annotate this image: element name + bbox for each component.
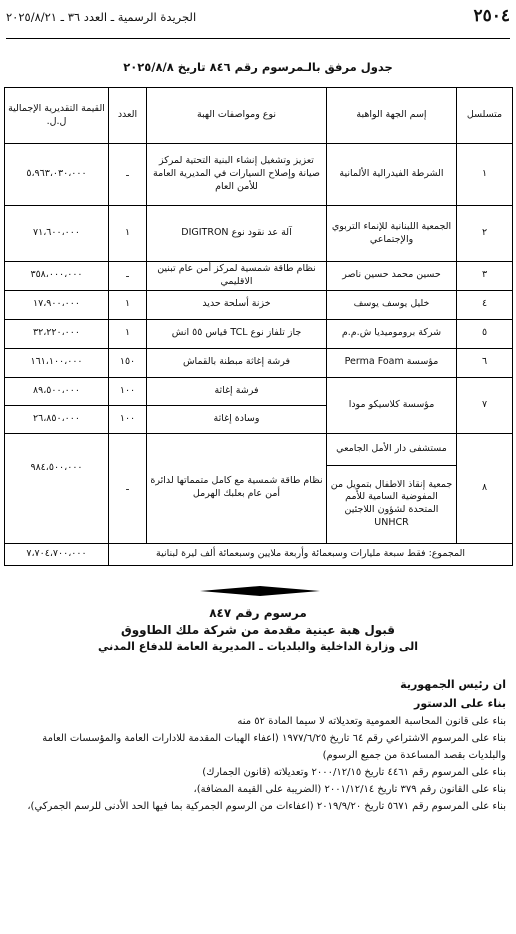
decree-title: قبول هبة عينية مقدمة من شركة ملك الطاووق bbox=[120, 623, 396, 637]
table-row bbox=[5, 348, 513, 377]
col-type: نوع ومواصفات الهبة bbox=[147, 88, 327, 144]
separator-arrow-icon bbox=[200, 584, 320, 598]
type-cell: جاز تلفاز نوع TCL قياس ٥٥ انش bbox=[147, 319, 327, 348]
donor-cell: حسين محمد حسين ناصر bbox=[327, 262, 457, 291]
donor-cell: جمعية إنقاذ الاطفال بتمويل من المفوضية السامية للأمم المتحدة لشؤون اللاجئين UNHCR bbox=[327, 465, 457, 543]
type-cell: آلة عد نقود نوع DIGITRON bbox=[147, 206, 327, 262]
president-line: ان رئيس الجمهورية bbox=[400, 678, 506, 691]
col-donor: إسم الجهة الواهبة bbox=[327, 88, 457, 144]
type-cell: تعزيز وتشغيل إنشاء البنية التحتية لمركز صيانة وإصلاح السيارات في المديرية العامة للأمن العام bbox=[147, 144, 327, 206]
type-cell: نظام طاقة شمسية لمركز أمن عام تبنين الاقليمي bbox=[147, 262, 327, 291]
value-cell: ٢٦،٨٥٠،٠٠٠ bbox=[5, 405, 109, 433]
table-row bbox=[5, 262, 513, 291]
recital: بناء على المرسوم الاشتراعي رقم ٦٤ تاريخ ١٩٧٧/٦/٢٥ (اعفاء الهبات المقدمة للادارات العامة والمؤسسات العامة والبلديات بقصد المساعدة من جميع الرسوم) bbox=[42, 733, 506, 762]
serial-cell: ٣ bbox=[457, 262, 513, 291]
count-cell: ـ bbox=[109, 433, 147, 543]
type-cell: نظام طاقة شمسية مع كامل متمماتها لدائرة أمن عام بعلبك الهرمل bbox=[147, 433, 327, 543]
table-row bbox=[5, 377, 513, 405]
value-cell: ١٦١،١٠٠،٠٠٠ bbox=[5, 348, 109, 377]
gazette-issue-line: الجريدة الرسمية ـ العدد ٣٦ ـ ٢٠٢٥/٨/٢١ bbox=[6, 10, 197, 24]
donor-cell: شركة بروموميديا ش.م.م bbox=[327, 319, 457, 348]
donor-cell: مؤسسة Perma Foam bbox=[327, 348, 457, 377]
serial-cell: ١ bbox=[457, 144, 513, 206]
table-row bbox=[5, 319, 513, 348]
value-cell: ٧١،٦٠٠،٠٠٠ bbox=[5, 206, 109, 262]
donor-cell: مؤسسة كلاسيكو مودا bbox=[327, 377, 457, 433]
recital: بناء على المرسوم رقم ٤٤٦١ تاريخ ٢٠٠٠/١٢/١٥ وتعديلاته (قانون الجمارك) bbox=[202, 767, 506, 779]
donor-cell: الجمعية اللبنانية للإنماء التربوي والإجتماعي bbox=[327, 206, 457, 262]
value-cell: ٣٥٨،٠٠٠،٠٠٠ bbox=[5, 262, 109, 291]
constitution-line: بناء على الدستور bbox=[414, 696, 506, 710]
serial-cell: ٢ bbox=[457, 206, 513, 262]
donor-cell: خليل يوسف يوسف bbox=[327, 290, 457, 319]
count-cell: ١٠٠ bbox=[109, 377, 147, 405]
value-cell: ١٧،٩٠٠،٠٠٠ bbox=[5, 290, 109, 319]
value-cell: ٩٨٤،٥٠٠،٠٠٠ bbox=[5, 433, 109, 543]
col-value: القيمة التقديرية الإجمالية ل.ل. bbox=[5, 88, 109, 144]
serial-cell: ٦ bbox=[457, 348, 513, 377]
page-number: ٢٥٠٤ bbox=[473, 6, 510, 26]
value-cell: ٨٩،٥٠٠،٠٠٠ bbox=[5, 377, 109, 405]
decree-heading bbox=[0, 606, 516, 653]
donor-cell: الشرطة الفيدرالية الألمانية bbox=[327, 144, 457, 206]
serial-cell: ٨ bbox=[457, 433, 513, 543]
value-cell: ٥،٩٦٣،٠٣٠،٠٠٠ bbox=[5, 144, 109, 206]
serial-cell: ٧ bbox=[457, 377, 513, 433]
total-label: المجموع: فقط سبعة مليارات وسبعمائة وأربعة ملايين وسبعمائة ألف ليرة لبنانية bbox=[109, 543, 513, 565]
serial-cell: ٥ bbox=[457, 319, 513, 348]
col-count: العدد bbox=[109, 88, 147, 144]
table-row bbox=[5, 144, 513, 206]
header-divider bbox=[6, 38, 510, 39]
count-cell: ١٥٠ bbox=[109, 348, 147, 377]
table-row bbox=[5, 206, 513, 262]
recital: بناء على القانون رقم ٣٧٩ تاريخ ٢٠٠١/١٢/١٤ (الضريبة على القيمة المضافة)، bbox=[193, 784, 506, 796]
recital: بناء على قانون المحاسبة العمومية وتعديلاته لا سيما المادة ٥٢ منه bbox=[237, 716, 506, 728]
count-cell: ١ bbox=[109, 206, 147, 262]
count-cell: ـ bbox=[109, 144, 147, 206]
count-cell: ١ bbox=[109, 319, 147, 348]
value-cell: ٣٢،٢٢٠،٠٠٠ bbox=[5, 319, 109, 348]
table-row bbox=[5, 290, 513, 319]
table-title: جدول مرفق بالـمرسوم رقم ٨٤٦ تاريخ ٢٠٢٥/٨/٨ bbox=[123, 60, 393, 74]
recital: بناء على المرسوم رقم ٥٦٧١ تاريخ ٢٠١٩/٩/٢٠ (اعفاءات من الرسوم الجمركية بما فيها الحد الأدنى للرسم الجمركي)، bbox=[27, 801, 506, 813]
count-cell: ١٠٠ bbox=[109, 405, 147, 433]
total-row bbox=[5, 543, 513, 565]
count-cell: ـ bbox=[109, 262, 147, 291]
decree-number: مرسوم رقم ٨٤٧ bbox=[209, 606, 307, 620]
count-cell: ١ bbox=[109, 290, 147, 319]
type-cell: وسادة إغاثة bbox=[147, 405, 327, 433]
donations-table bbox=[4, 87, 513, 566]
total-value: ٧،٧٠٤،٧٠٠،٠٠٠ bbox=[5, 543, 109, 565]
col-serial: متسلسل bbox=[457, 88, 513, 144]
decree-subtitle: الى وزارة الداخلية والبلديات ـ المديرية العامة للدفاع المدني bbox=[97, 640, 419, 653]
type-cell: فرشة إغاثة مبطنة بالقماش bbox=[147, 348, 327, 377]
donor-cell: مستشفى دار الأمل الجامعي bbox=[327, 433, 457, 465]
decree-body bbox=[8, 676, 506, 815]
serial-cell: ٤ bbox=[457, 290, 513, 319]
type-cell: خزنة أسلحة حديد bbox=[147, 290, 327, 319]
type-cell: فرشة إغاثة bbox=[147, 377, 327, 405]
page-header bbox=[6, 6, 510, 32]
table-row bbox=[5, 433, 513, 465]
